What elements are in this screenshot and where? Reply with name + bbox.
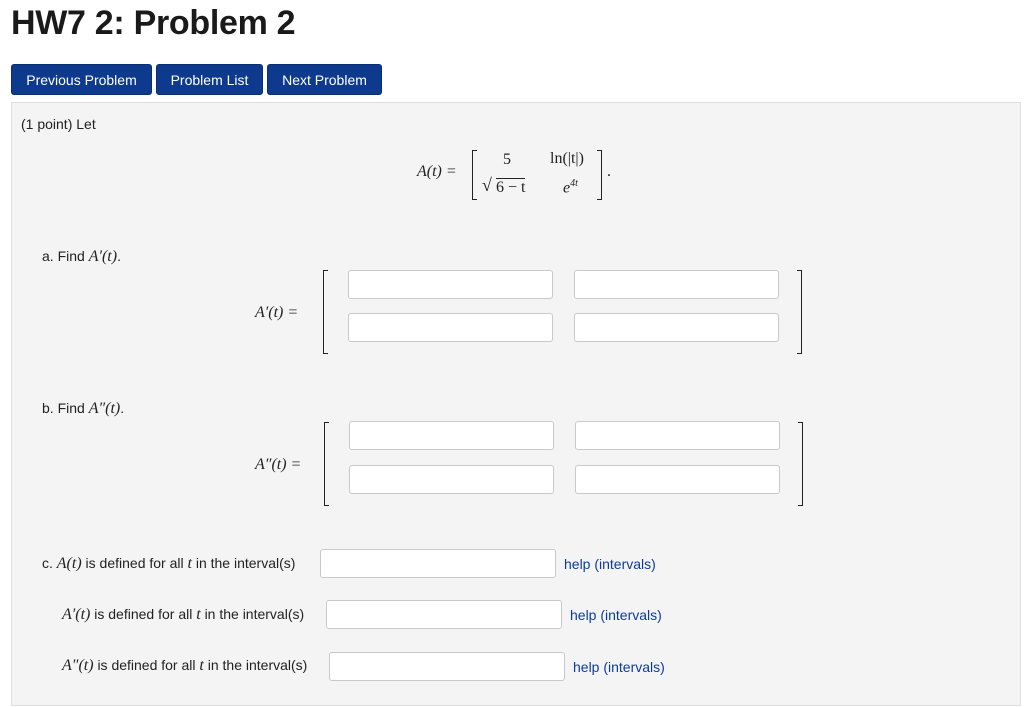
help-intervals-link-2[interactable]: help (intervals)	[570, 607, 662, 623]
help-intervals-link-3[interactable]: help (intervals)	[573, 659, 665, 675]
page-title: HW7 2: Problem 2	[11, 4, 296, 42]
part-b-entry-11-input[interactable]	[349, 421, 554, 450]
part-c-row-3-math: A″(t)	[62, 657, 94, 674]
part-b-left-bracket	[324, 422, 329, 506]
part-a-entry-21-input[interactable]	[348, 313, 553, 342]
part-c-row-3-text: is defined for all	[97, 657, 196, 673]
part-a-suffix: .	[117, 248, 121, 264]
part-b-lhs: A″(t) =	[255, 456, 302, 473]
m11-denominator: 6 − t	[496, 179, 526, 196]
part-b-entry-21-input[interactable]	[349, 465, 554, 494]
part-b-suffix: .	[120, 400, 125, 416]
part-a-left-bracket	[323, 270, 328, 354]
part-a-lhs: A′(t) =	[255, 304, 299, 321]
problem-list-button[interactable]: Problem List	[156, 64, 263, 95]
part-b-right-bracket	[798, 422, 803, 506]
part-c-row-3-suffix: in the interval(s)	[207, 657, 308, 673]
matrix-lhs: A(t) =	[417, 163, 457, 180]
part-a-math: A′(t)	[88, 248, 118, 265]
part-c-row-2-math: A′(t)	[62, 606, 91, 623]
part-c-row-1-label	[42, 555, 295, 573]
part-b-label	[42, 400, 124, 418]
next-problem-button[interactable]: Next Problem	[267, 64, 382, 95]
previous-problem-button[interactable]: Previous Problem	[11, 64, 152, 95]
part-b-prefix: b. Find	[42, 400, 85, 416]
m21-exponent: 4t	[570, 178, 578, 189]
part-b-entry-22-input[interactable]	[575, 465, 780, 494]
part-c-row-1-text: is defined for all	[85, 555, 184, 571]
problem-intro: (1 point) Let	[21, 116, 96, 132]
part-a-prefix: a. Find	[42, 248, 85, 264]
m21-base: e	[563, 179, 571, 197]
part-c-row-2-text: is defined for all	[94, 606, 193, 622]
left-bracket	[472, 150, 477, 200]
m11-numerator: 5	[503, 151, 511, 168]
part-a-right-bracket	[797, 270, 802, 354]
part-c-row-3-var: t	[199, 657, 204, 674]
sqrt-icon: √	[482, 175, 492, 195]
part-a-entry-12-input[interactable]	[574, 270, 779, 299]
part-a-label	[42, 248, 121, 266]
part-c-row-1-var: t	[187, 555, 192, 572]
part-c-interval-2-input[interactable]	[326, 600, 562, 629]
part-c-row-2-var: t	[196, 606, 201, 623]
part-c-prefix: c.	[42, 555, 53, 571]
part-b-entry-12-input[interactable]	[575, 421, 780, 450]
part-a-entry-11-input[interactable]	[348, 270, 553, 299]
part-c-row-2-suffix: in the interval(s)	[204, 606, 305, 622]
part-c-interval-1-input[interactable]	[320, 549, 556, 578]
help-intervals-link-1[interactable]: help (intervals)	[564, 556, 656, 572]
part-c-row-3-label	[62, 657, 307, 675]
part-b-math: A″(t)	[88, 400, 121, 417]
part-c-row-1-suffix: in the interval(s)	[195, 555, 296, 571]
right-bracket	[597, 150, 602, 200]
part-c-row-2-label	[62, 606, 304, 624]
part-a-entry-22-input[interactable]	[574, 313, 779, 342]
matrix-period: .	[607, 163, 611, 180]
part-c-interval-3-input[interactable]	[329, 652, 565, 681]
m21-entry	[563, 178, 578, 197]
part-c-row-1-math: A(t)	[56, 555, 82, 572]
m12-entry: ln(|t|)	[550, 150, 584, 167]
